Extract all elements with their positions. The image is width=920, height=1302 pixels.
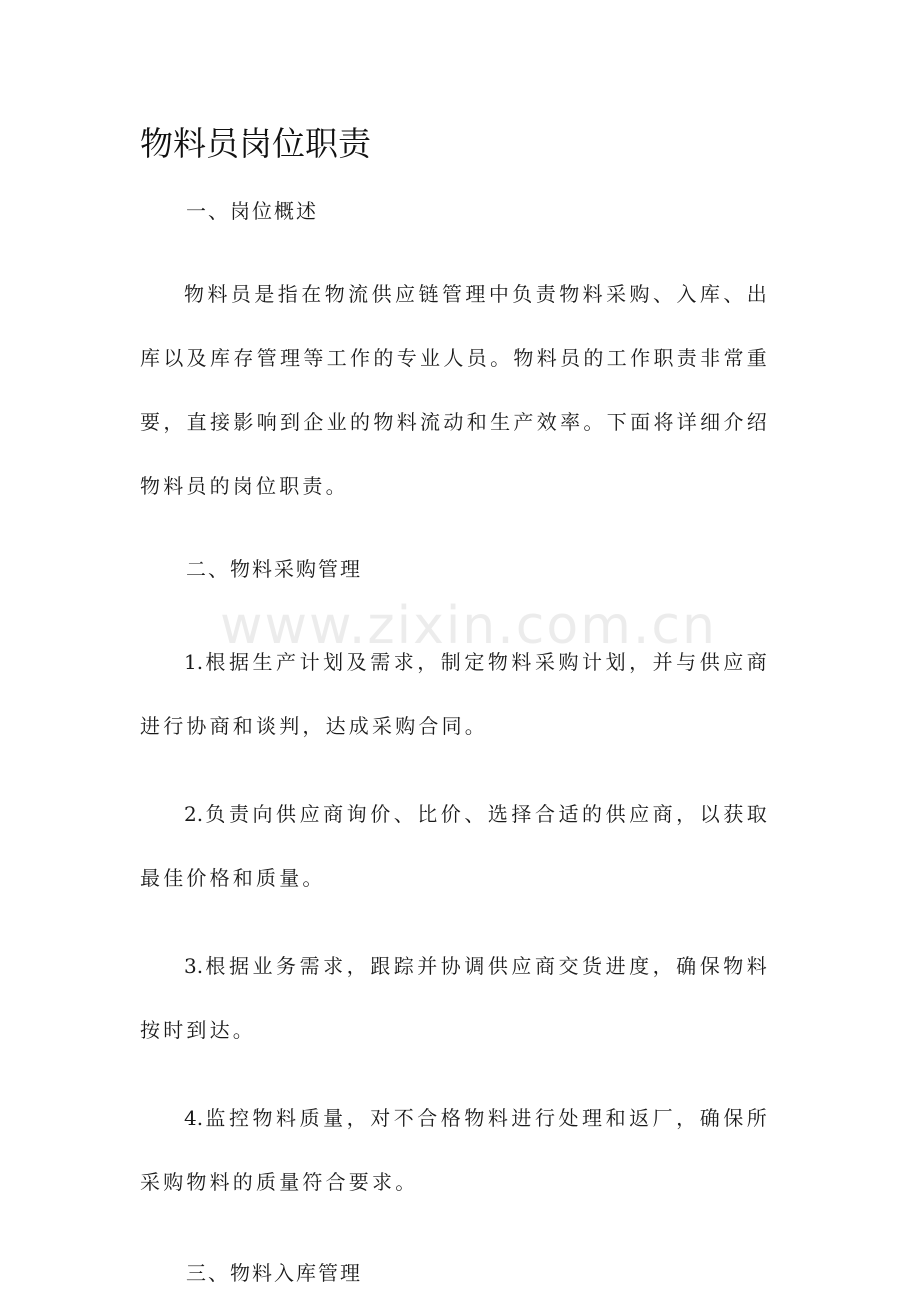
procurement-item-1: [140, 630, 770, 758]
procurement-item-3: [140, 934, 770, 1062]
item-number: 4.: [184, 1106, 204, 1130]
item-number: 3.: [184, 954, 204, 978]
section-heading-procurement: 二、物料采购管理: [186, 557, 362, 581]
document-title: 物料员岗位职责: [140, 124, 371, 163]
section-heading-inbound: 三、物料入库管理: [186, 1261, 362, 1285]
watermark-text: www.zixin.com.cn: [220, 596, 717, 656]
section-heading-overview: 一、岗位概述: [186, 199, 318, 223]
item-text: 根据业务需求，跟踪并协调供应商交货进度，确保物料按时到达。: [140, 954, 770, 1042]
item-number: 2.: [184, 802, 204, 826]
item-number: 1.: [184, 650, 204, 674]
item-text: 根据生产计划及需求，制定物料采购计划，并与供应商进行协商和谈判，达成采购合同。: [140, 650, 770, 738]
item-text: 负责向供应商询价、比价、选择合适的供应商，以获取最佳价格和质量。: [140, 802, 770, 890]
document-content: [140, 118, 770, 1290]
procurement-item-4: [140, 1086, 770, 1214]
procurement-item-2: [140, 782, 770, 910]
overview-paragraph: 物料员是指在物流供应链管理中负责物料采购、入库、出库以及库存管理等工作的专业人员。物料员的工作职责非常重要，直接影响到企业的物料流动和生产效率。下面将详细介绍物料员的岗位职责。: [140, 282, 770, 498]
item-text: 监控物料质量，对不合格物料进行处理和返厂，确保所采购物料的质量符合要求。: [140, 1106, 770, 1194]
